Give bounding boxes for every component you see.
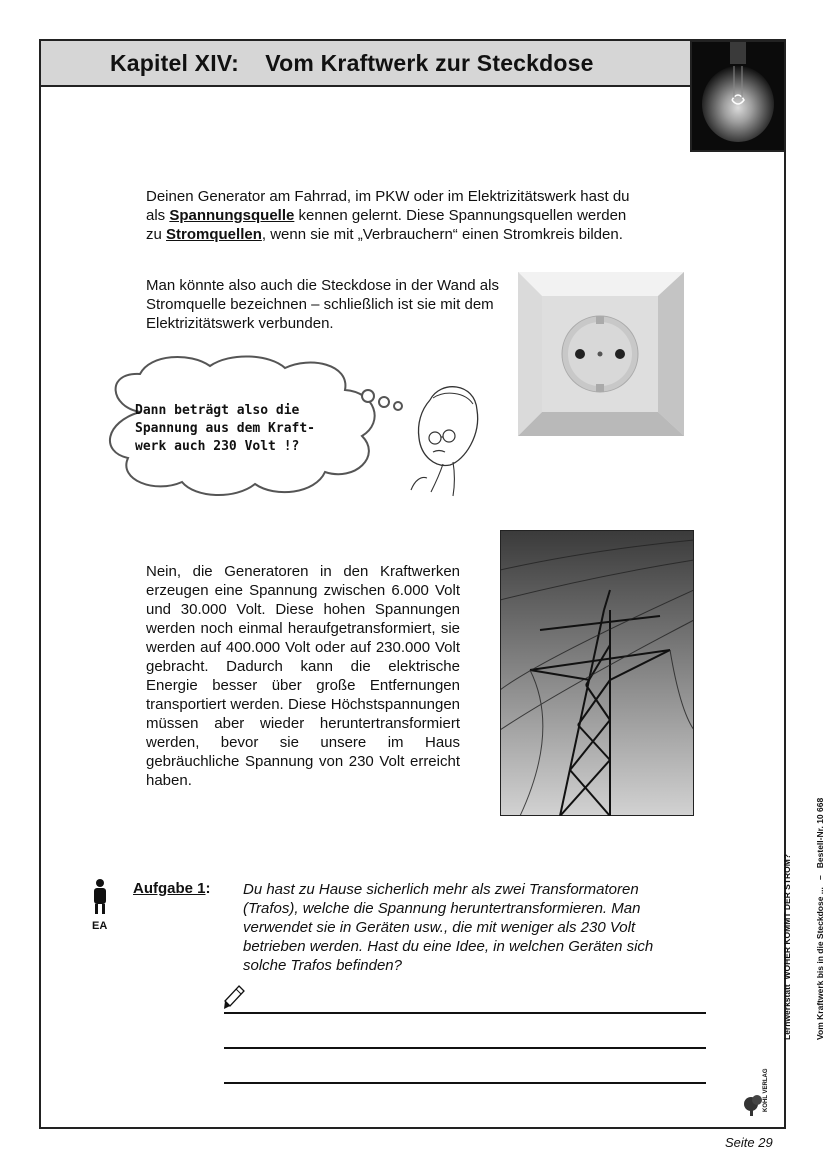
thought-line-3: werk auch 230 Volt !? [135, 439, 300, 454]
chapter-title: Kapitel XIV: Vom Kraftwerk zur Steckdose [110, 50, 594, 76]
light-bulb-icon [692, 42, 784, 150]
answer-paragraph: Nein, die Generatoren in den Kraftwerken erzeugen eine Spannung zwischen 6.000 Volt und 30.000 Volt. Diese hohen Spannungen werden noch einmal heraufgetransformiert, sie werden auf 400.000 Volt oder auf 230.000 Volt gebracht. Dadurch kann die elektrische Energie besser über große Entfernungen transportiert werden. Diese Höchstspannungen müssen aber wieder heruntertransformiert werden, bevor sie unsere im Haus gebräuchliche Spannung von 230 Volt erreicht haben. [146, 563, 460, 789]
intro-line-1: Deinen Generator am Fahrrad, im PKW oder im Elektrizitätswerk hast du [146, 188, 630, 205]
answer-line-1[interactable] [224, 1012, 706, 1014]
term-spannungsquelle: Spannungsquelle [169, 207, 295, 224]
publisher-logo [742, 1090, 780, 1118]
power-pylon-image [500, 530, 694, 816]
wall-socket-icon [518, 272, 684, 436]
intro-line-2-post: kennen gelernt. Diese Spannungsquellen werden [294, 207, 627, 224]
individual-work-icon [90, 878, 110, 918]
task-label [133, 880, 211, 897]
light-bulb-image [690, 40, 786, 152]
intro-line-3-pre: zu [146, 226, 167, 243]
thought-line-1: Dann beträgt also die [135, 403, 300, 418]
task-text: Du hast zu Hause sicherlich mehr als zwei Transformatoren (Trafos), welche die Spannung heruntertransformieren. Man verwendet sie in Geräten usw., die mit weniger als 230 Volt betrieben werden. Hast du eine Idee, in welchen Geräten sich solche Trafos befinden? [243, 881, 654, 974]
thought-line-2: Spannung aus dem Kraft- [135, 421, 316, 436]
task-label-text: Aufgabe 1 [133, 880, 206, 897]
publisher-logo-icon [742, 1090, 780, 1118]
wall-socket-image [518, 272, 684, 436]
term-stromquellen: Stromquellen [166, 226, 262, 243]
answer-line-3[interactable] [224, 1082, 706, 1084]
intro-line-2-pre: als [146, 207, 170, 224]
work-mode-label: EA [92, 920, 108, 932]
page-number: Seite 29 [725, 1135, 773, 1150]
sidebar-credits [760, 740, 827, 1040]
intro-line-3-post: , wenn sie mit „Verbrauchern“ einen Stromkreis bilden. [261, 226, 623, 243]
sidebar-series-title: Lernwerkstatt WOHER KOMMT DER STROM? [782, 853, 792, 1040]
intro-paragraph [146, 187, 676, 244]
thinking-face-icon [355, 380, 495, 500]
socket-paragraph: Man könnte also auch die Steckdose in der Wand als Stromquelle bezeichnen – schließlich ist sie mit dem Elektrizitätswerk verbunden. [146, 277, 499, 332]
answer-line-2[interactable] [224, 1047, 706, 1049]
pencil-marker [223, 985, 245, 1011]
thinking-person-drawing [355, 380, 495, 500]
sidebar-order-info: Vom Kraftwerk bis in die Steckdose ... – Bestell-Nr. 10 668 [815, 797, 825, 1040]
thought-bubble-text [135, 402, 345, 456]
publisher-name: KOHL VERLAG [763, 1068, 769, 1112]
power-pylon-icon [500, 530, 694, 816]
task-label-colon: : [205, 880, 211, 897]
person-icon [90, 878, 110, 918]
pencil-icon [223, 985, 245, 1011]
